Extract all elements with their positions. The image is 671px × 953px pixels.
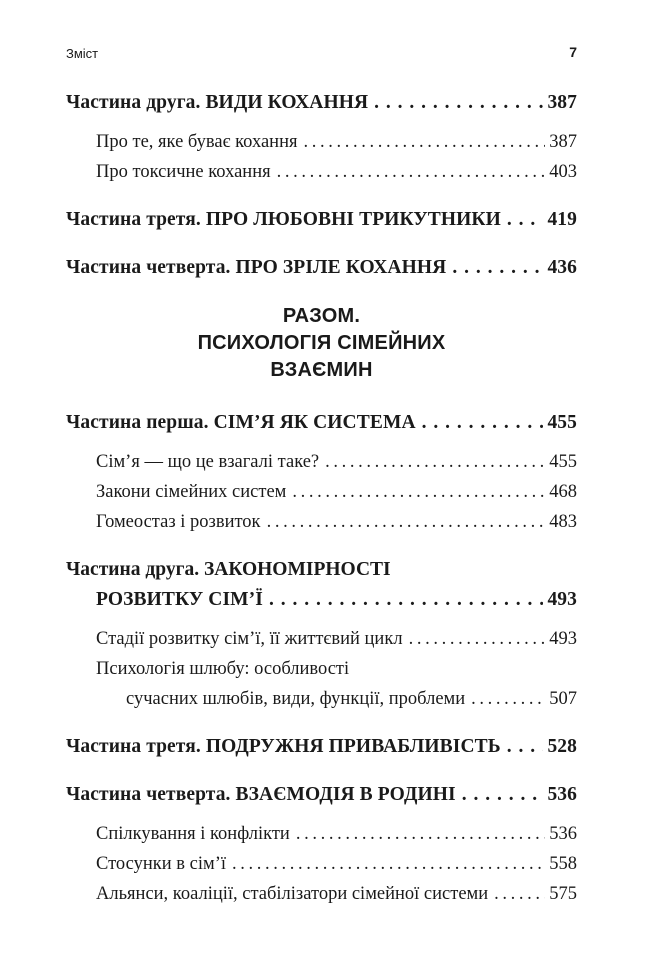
section-heading-line: ВЗАЄМИН [270, 359, 373, 381]
dot-leader [267, 507, 546, 537]
dot-leader [452, 253, 543, 283]
toc-entry-title: Альянси, коаліції, стабілізатори сімейної системи [96, 884, 489, 904]
toc-part-4-family-interaction[interactable] [66, 780, 577, 810]
toc-subentry[interactable] [66, 507, 577, 537]
toc-entry-page: 483 [549, 512, 577, 532]
toc-entry-title: Про токсичне кохання [96, 162, 271, 182]
dot-leader [292, 477, 545, 507]
toc-entry-page: 455 [549, 452, 577, 472]
toc-subentry[interactable] [66, 447, 577, 477]
toc-entry-title: Частина четверта. ВЗАЄМОДІЯ В РОДИНІ [66, 784, 456, 805]
dot-leader [304, 127, 546, 157]
toc-part-3-love-triangles[interactable] [66, 205, 577, 235]
toc-entry-page: 575 [549, 884, 577, 904]
toc-entry-title: Частина друга. ЗАКОНОМІРНОСТІ [66, 559, 391, 580]
toc-entry-page: 536 [547, 784, 577, 805]
toc-entry-title: Частина третя. ПРО ЛЮБОВНІ ТРИКУТНИКИ [66, 209, 501, 230]
dot-leader [232, 849, 545, 879]
toc-subentry[interactable] [66, 477, 577, 507]
toc-entry-title: Частина третя. ПОДРУЖНЯ ПРИВАБЛИВІСТЬ [66, 736, 501, 757]
dot-leader [296, 819, 545, 849]
toc-part-2-family-development[interactable] [66, 555, 577, 615]
page-number: 7 [569, 44, 577, 60]
toc-entry-page: 403 [549, 162, 577, 182]
toc-entry-page: 455 [547, 412, 577, 433]
toc-entry-title: РОЗВИТКУ СІМ’Ї [96, 589, 263, 610]
toc-entry-page: 387 [547, 92, 577, 113]
toc-entry-continuation [66, 684, 577, 714]
toc-entry-title: Гомеостаз і розвиток [96, 512, 261, 532]
dot-leader [269, 585, 544, 615]
dot-leader [422, 408, 544, 438]
toc-part-3-marital-attractiveness[interactable] [66, 732, 577, 762]
toc-entry-page: 419 [547, 209, 577, 230]
toc-entry-title: Стосунки в сім’ї [96, 854, 226, 874]
section-heading-line: ПСИХОЛОГІЯ СІМЕЙНИХ [197, 332, 446, 354]
toc-entry-page: 436 [547, 257, 577, 278]
toc-entry-page: 387 [549, 132, 577, 152]
toc-part-2-types-of-love[interactable] [66, 88, 577, 118]
toc-entry-page: 468 [549, 482, 577, 502]
toc-entry-title: Закони сімейних систем [96, 482, 287, 502]
dot-leader [494, 879, 545, 909]
dot-leader [507, 732, 544, 762]
toc-entry-page: 528 [547, 736, 577, 757]
dot-leader [277, 157, 546, 187]
running-head [66, 44, 577, 64]
toc-subentry[interactable] [66, 849, 577, 879]
toc-part-1-family-as-system[interactable] [66, 408, 577, 438]
toc-entry-title: Про те, яке буває кохання [96, 132, 298, 152]
toc-subentry[interactable] [66, 819, 577, 849]
toc-entry-title: Частина перша. СІМ’Я ЯК СИСТЕМА [66, 412, 416, 433]
toc-entry-title: сучасних шлюбів, види, функції, проблеми [126, 689, 466, 709]
dot-leader [462, 780, 544, 810]
running-head-title: Зміст [66, 46, 99, 61]
toc-subentry[interactable] [66, 127, 577, 157]
toc-entry-title: Стадії розвитку сім’ї, її життєвий цикл [96, 629, 403, 649]
dot-leader [409, 624, 546, 654]
dot-leader [507, 205, 544, 235]
toc-subentry[interactable] [66, 624, 577, 654]
toc-entry-continuation [66, 585, 577, 615]
toc-entry-page: 507 [549, 689, 577, 709]
section-heading [66, 303, 577, 384]
toc-entry-title: Сім’я — що це взагалі таке? [96, 452, 320, 472]
dot-leader [471, 684, 545, 714]
toc-entry-page: 536 [549, 824, 577, 844]
toc-entry-title: Частина друга. ВИДИ КОХАННЯ [66, 92, 369, 113]
toc-entry-title: Частина четверта. ПРО ЗРІЛЕ КОХАННЯ [66, 257, 447, 278]
toc-subentry[interactable] [66, 157, 577, 187]
dot-leader [325, 447, 545, 477]
table-of-contents [66, 88, 577, 909]
section-heading-line: РАЗОМ. [282, 305, 361, 327]
dot-leader [374, 88, 543, 118]
toc-part-4-mature-love[interactable] [66, 253, 577, 283]
toc-entry-page: 493 [549, 629, 577, 649]
toc-entry-page: 558 [549, 854, 577, 874]
toc-entry-title: Психологія шлюбу: особливості [96, 659, 350, 679]
toc-subentry[interactable] [66, 879, 577, 909]
toc-entry-page: 493 [547, 589, 577, 610]
toc-subentry[interactable] [66, 654, 577, 714]
toc-entry-title: Спілкування і конфлікти [96, 824, 290, 844]
